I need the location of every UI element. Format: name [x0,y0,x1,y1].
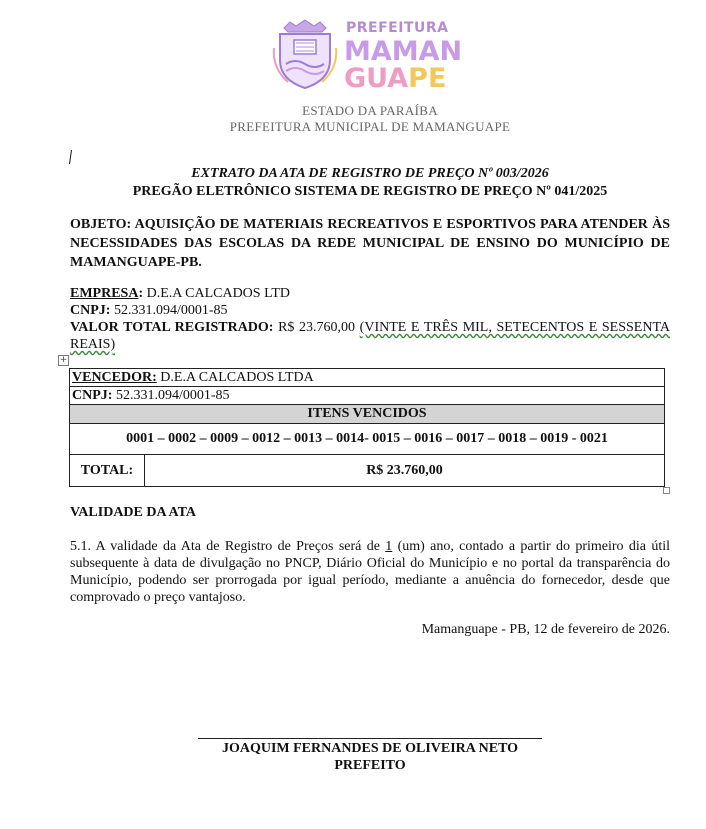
empresa-line: EMPRESA: D.E.A CALCADOS LTD [70,286,291,301]
table-row [70,405,665,424]
logo-word-line-2 [344,65,446,92]
valor-line [70,319,670,353]
document-subtitle: PREGÃO ELETRÔNICO SISTEMA DE REGISTRO DE PREÇO Nº 041/2025 [132,184,608,199]
table-cnpj-label: CNPJ: [72,387,113,403]
prefeitura-logo [270,14,470,96]
cnpj-line [70,302,670,319]
total-label: TOTAL: [70,455,145,487]
empresa-value: D.E.A CALCADOS LTD [143,286,291,301]
vencedor-table [69,368,665,487]
logo-word-line-1-text: MAMAN [344,36,463,67]
vencedor-cell [70,369,665,387]
itens-list: 0001 – 0002 – 0009 – 0012 – 0013 – 0014- 0015 – 0016 – 0017 – 0018 – 0019 - 0021 [70,424,665,455]
table-move-handle[interactable]: + [59,355,68,365]
itens-header: ITENS VENCIDOS [70,405,665,424]
table-cnpj-cell [70,387,665,405]
valor-extenso: (VINTE E TRÊS MIL, SETECENTOS E SESSENTA REAIS) [70,320,671,352]
validade-text-number: 1 [385,539,393,554]
prefeitura-line: PREFEITURA MUNICIPAL DE MAMANGUAPE [229,119,511,134]
logo-top-word: PREFEITURA [346,20,449,36]
total-value: R$ 23.760,00 [145,455,665,487]
validade-text-after: (um) ano, contado a partir do primeiro dia útil subsequente à data de divulgação no PNCP, Diário Oficial do Município e no portal da transparência do Município, podendo ser prorrogada por igual período, mediante a anuência do fornecedor, desde que comprovado o preço vantajoso. [70,539,670,605]
table-row [70,424,665,455]
validade-paragraph [70,538,670,606]
signature-line [198,738,542,739]
signatory-name: JOAQUIM FERNANDES DE OLIVEIRA NETO [221,741,519,756]
table-row [70,455,665,487]
municipal-coat-of-arms-icon [270,18,340,90]
date-line: Mamanguape - PB, 12 de fevereiro de 2026. [421,622,670,637]
logo-word-line-1 [344,38,462,65]
table-cnpj-value: 52.331.094/0001-85 [112,387,230,403]
valor-label: VALOR TOTAL REGISTRADO: [70,320,274,335]
cnpj-label: CNPJ: [70,303,111,318]
empresa-label: EMPRESA [70,286,139,301]
vencedor-label: VENCEDOR: [72,369,157,385]
objeto-paragraph: OBJETO: AQUISIÇÃO DE MATERIAIS RECREATIVOS E ESPORTIVOS PARA ATENDER ÀS NECESSIDADES DAS ESCOLAS DA REDE MUNICIPAL DE ENSINO DO MUNICÍPIO DE MAMANGUAPE-PB. [70,217,670,270]
signatory-role: PREFEITO [334,758,406,773]
logo-word-line-2-text-b: PE [408,63,447,94]
validade-heading: VALIDADE DA ATA [70,505,197,520]
table-row [70,369,665,387]
validade-text-before: 5.1. A validade da Ata de Registro de Preços será de [70,539,386,554]
text-cursor [69,150,72,164]
state-line: ESTADO DA PARAÍBA [302,103,438,118]
cnpj-value: 52.331.094/0001-85 [110,303,228,318]
valor-value: R$ 23.760,00 [273,320,360,335]
logo-word-line-2-text-a: GUA [344,63,409,94]
table-row [70,387,665,405]
vencedor-value: D.E.A CALCADOS LTDA [156,369,314,385]
table-resize-handle[interactable] [663,487,670,494]
document-title: EXTRATO DA ATA DE REGISTRO DE PREÇO Nº 003/2026 [191,166,549,181]
